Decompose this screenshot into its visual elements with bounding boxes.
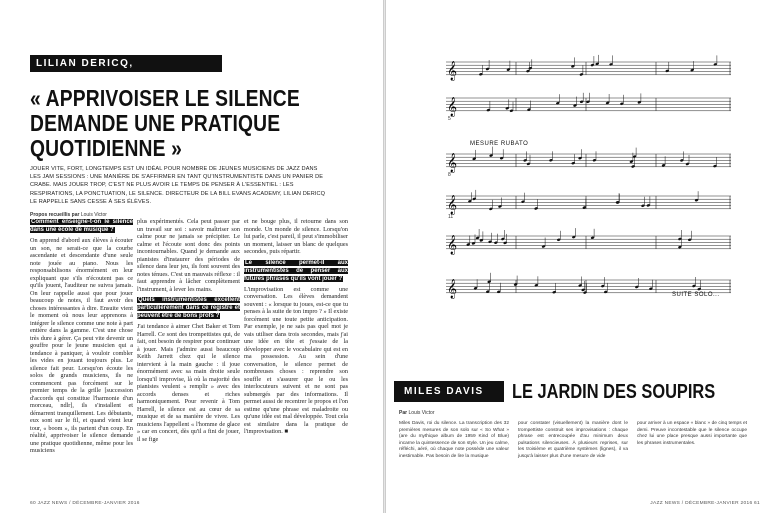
solo-continuation-label: SUITE SOLO... bbox=[672, 292, 720, 298]
score-notes bbox=[466, 55, 717, 294]
headline-line-2: DEMANDE UNE PRATIQUE bbox=[30, 110, 281, 136]
right-page bbox=[386, 0, 770, 513]
page-folio-left: 60 JAZZ NEWS / DÉCEMBRE-JANVIER 2016 bbox=[30, 501, 140, 506]
sidebar-banner: MILES DAVIS bbox=[394, 381, 504, 402]
sidebar-credit-author: Louis Victor bbox=[408, 410, 435, 416]
article-column-2 bbox=[137, 218, 240, 446]
headline-line-3: QUOTIDIENNE » bbox=[30, 135, 183, 161]
article-column-3 bbox=[244, 218, 348, 439]
headline-line-1: « APPRIVOISER LE SILENCE bbox=[30, 85, 300, 111]
sidebar-column-2: pour constater (visuellement) la manière dont le trompettiste construit ses improvisations : chaque phrase est entrecoupée d'au minimum deux pulsations silencieuses. À plusieurs reprises, sur les troisième et quatrième systèmes (lignes), il va jusqu'à laisser plus d'une mesure de vide bbox=[518, 421, 628, 459]
bar-number: 8 bbox=[448, 172, 451, 178]
sidebar-title: LE JARDIN DES SOUPIRS bbox=[512, 381, 716, 403]
bar-number: 11 bbox=[448, 214, 454, 220]
music-score bbox=[446, 50, 736, 320]
treble-clef-icon: 𝄞 bbox=[447, 61, 458, 81]
credit-author: Louis Victor bbox=[80, 212, 107, 218]
treble-clef-icon: 𝄞 bbox=[447, 153, 458, 173]
end-mark: ■ bbox=[284, 428, 289, 435]
sidebar-column-1: Miles Davis, roi du silence. La transcription des 32 premières mesures de son solo sur « So What » (are du mythique album de 1959 Kind of Blue) incarne la quintessence de son style. Un jeu calme, réfléchi, aéré, où chaque note possède une valeur inestimable. Pas besoin de lire la musique bbox=[399, 421, 509, 459]
answer-1: On apprend d'abord aux élèves à écouter un son, ne serait-ce que la courbe ascendante et descendante d'une seule note jouée au piano. Nous les responsabilisons énormément en leur expliquant que s'ils n'écoutent pas ce qu'ils jouent, l'auditeur ne suivra jamais. On leur rappelle aussi que pour jouer beaucoup de notes, il faut avoir des choses intéressantes à dire. Ensuite vient le moment où nous leur apprenons à intégrer le silence comme une note à part entière dans la gamme. C'est une chose très dure à gérer. Ça peut vite devenir un gouffre pour le jeune musicien qui a tendance à paniquer, à vouloir combler les vides en jouant toujours plus. Le silence fait peur. Lorsqu'on écoute les solos de grands musiciens, ils ne commencent pas forcément sur le premier temps de la grille [succession d'accords qui constitue l'harmonie d'un morceau, ndlr], ils s'installent et démarrent tranquillement. Les débutants, eux sont sur le fil, et quand vient leur tour, « boom », ils partent d'un coup. En réalité, apprivoiser le silence demande une pratique quotidienne, même pour les musiciens bbox=[30, 237, 133, 454]
sidebar-column-3: pour arriver à un espace « blanc » de cinq temps et demi. Preuve incontestable que le silence occupe chez lui une place presque aussi importante que les phrases instrumentales. bbox=[637, 421, 747, 446]
sidebar-credit bbox=[399, 410, 435, 416]
intro-paragraph: JOUER VITE, FORT, LONGTEMPS EST UN IDÉAL POUR NOMBRE DE JEUNES MUSICIENS DE JAZZ DANS LES JAM SESSIONS : UNE MANIÈRE DE S'AFFIRMER EN TANT QU'INSTRUMENTISTE DANS UN PANIER DE CRABE. MAIS JOUER TROP, C'EST NE PLUS AVOIR LE TEMPS DE PENSER À L'ESSENTIEL : LES RESPIRATIONS, LA PONCTUATION, LE SILENCE. DIRECTEUR DE LA BILL EVANS ACADEMY, LILIAN DERICQ LE RAPPELLE SANS CESSE À SES ÉLÈVES. bbox=[30, 166, 326, 205]
answer-2: J'ai tendance à aimer Chet Baker et Tom Harrell. Ce sont des trompettistes qui, de fait, ont besoin de respirer pour continuer à jouer. Mais j'admire aussi beaucoup Keith Jarrett chez qui le silence intervient à la main gauche : il joue énormément avec sa main droite seule lorsqu'il improvise, là où la majorité des pianistes veulent « remplir » avec des accords denses et riches harmoniquement. Pour revenir à Tom Harrell, le silence est au cœur de sa musique et de sa manière de vivre. Les musiciens l'appellent « l'homme de glace » car en concert, dès qu'il a fini de jouer, il se fige bbox=[137, 323, 240, 443]
credit-label: Propos recueillis par bbox=[30, 212, 80, 218]
answer-1-continued: plus expérimentés. Cela peut passer par un travail sur soi : savoir maîtriser son calme pour ne jamais se précipiter. Le calme et l'écoute sont donc des points incontournables. Quand je demande aux pianistes d'instaurer des périodes de silence dans leur jeu, ils font souvent des notes ténues. C'est un mauvais réflexe : il faut apprendre à lâcher complètement l'instrument, à lever les mains. bbox=[137, 218, 240, 293]
article-column-1 bbox=[30, 218, 133, 458]
question-1: Comment enseigne-t-on le silence dans une école de musique ? bbox=[30, 219, 133, 233]
treble-clef-icon: 𝄞 bbox=[447, 235, 458, 255]
sidebar-credit-label: Par bbox=[399, 410, 408, 416]
treble-clef-icon: 𝄞 bbox=[447, 97, 458, 117]
tempo-marking: MESURE RUBATO bbox=[470, 141, 529, 147]
question-2: Quels instrumentistes excellent particulièrement dans ce registre et peuvent être de bons profs ? bbox=[137, 297, 240, 319]
staff-lines bbox=[446, 61, 731, 299]
left-page bbox=[0, 0, 383, 513]
treble-clef-icon: 𝄞 bbox=[447, 279, 458, 299]
bar-number: 5 bbox=[448, 116, 451, 122]
section-banner: LILIAN DERICQ, MUSICOLOGUE bbox=[30, 55, 222, 72]
headline bbox=[30, 86, 309, 161]
answer-3: L'improvisation est comme une conversation. Les élèves demandent souvent : « lorsque tu joues, est-ce que tu penses à la suite de ton impro ? » Il existe forcément une toute petite anticipation. Par exemple, je ne sais pas quel mot je vais utiliser dans trois secondes, mais j'ai une idée en tête et j'essaie de la développer avec le vocabulaire qui est en ma possession. Au sein d'une conversation, le silence permet de nombreuses choses : reprendre son souffle et s'assurer que le ou les interlocuteurs suivent et ne sont pas submergés par des informations. Il permet aussi de recentrer le propos et l'on estime qu'une phrase est maladroite ou qu'une idée est mal développée. Tout cela est similaire dans la pratique de l'improvisation. bbox=[244, 285, 348, 435]
page-folio-right: JAZZ NEWS / DÉCEMBRE-JANVIER 2016 61 bbox=[650, 501, 760, 506]
treble-clef-icon: 𝄞 bbox=[447, 195, 458, 215]
answer-2-continued: et ne bouge plus, il retourne dans son monde. Un monde de silence. Lorsqu'on lui parle, c'est pareil, il peut s'immobiliser un moment, laisser un blanc de quelques secondes, puis répartir. bbox=[244, 218, 348, 255]
question-3: Le silence permet-il aux instrumentistes de penser aux futures phrases qu'ils vont jouer ? bbox=[244, 259, 348, 282]
